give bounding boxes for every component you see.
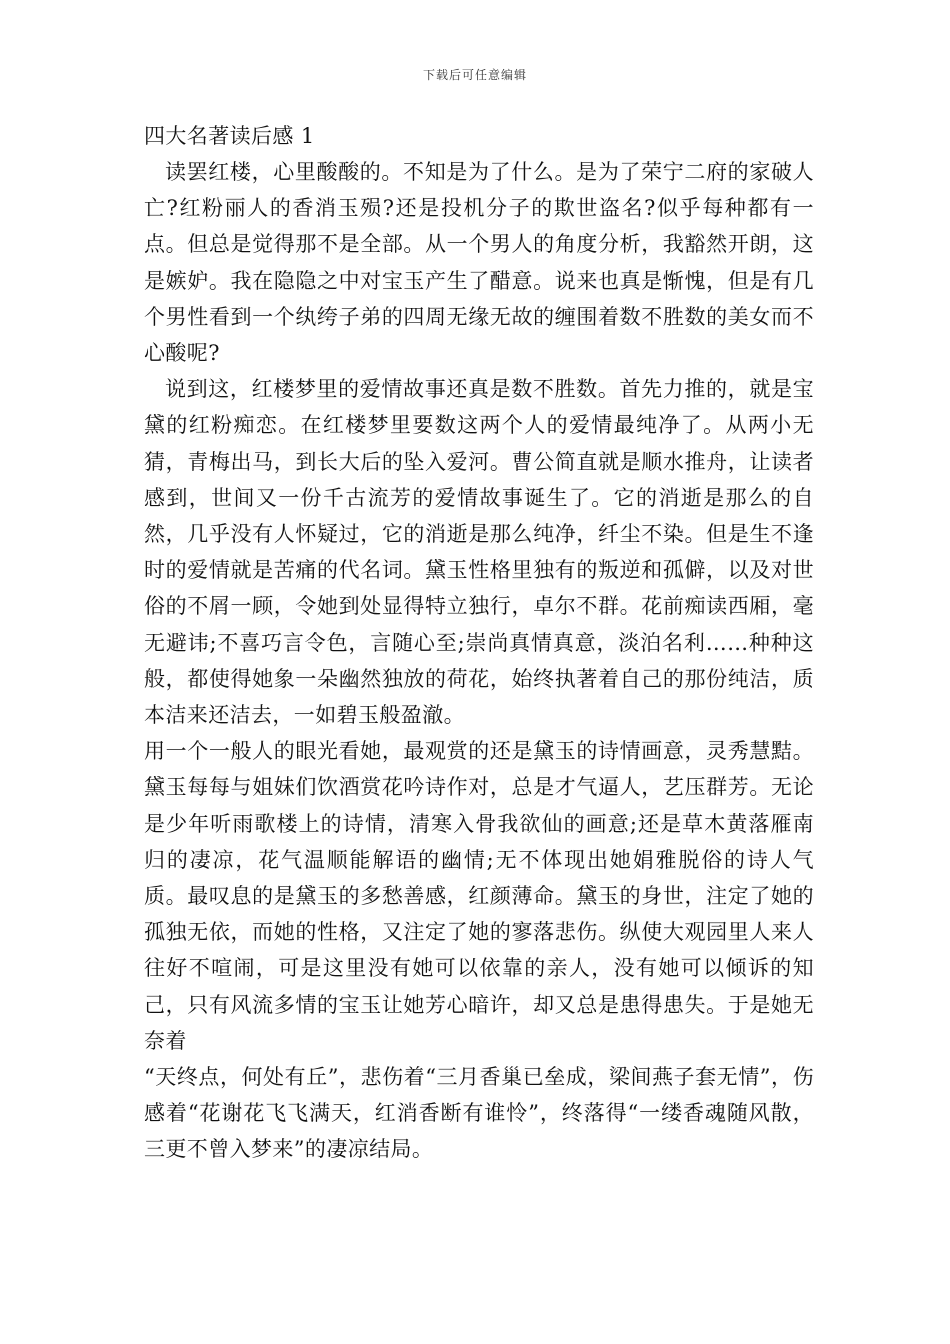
paragraph: 说到这，红楼梦里的爱情故事还真是数不胜数。首先力推的，就是宝黛的红粉痴恋。在红楼梦里要数这两个人的爱情最纯净了。从两小无猜，青梅出马，到长大后的坠入爱河。曹公简直就是顺水推舟，让读者感到，世间又一份千古流芳的爱情故事诞生了。它的消逝是那么的自然，几乎没有人怀疑过，它的消逝是那么纯净，纤尘不染。但是生不逢时的爱情就是苦痛的代名词。黛玉性格里独有的叛逆和孤僻，以及对世俗的不屑一顾，令她到处显得特立独行，卓尔不群。花前痴读西厢，毫无避讳;不喜巧言令色，言随心至;崇尚真情真意，淡泊名利……种种这般，都使得她象一朵幽然独放的荷花，始终执著着自己的那份纯洁，质本洁来还洁去，一如碧玉般盈澈。: [144, 377, 814, 728]
paragraph: 用一个一般人的眼光看她，最观赏的还是黛玉的诗情画意，灵秀慧黠。黛玉每每与姐妹们饮酒赏花吟诗作对，总是才气逼人，艺压群芳。无论是少年听雨歌楼上的诗情，清寒入骨我欲仙的画意;还是草木黄落雁南归的凄凉，花气温顺能解语的幽情;无不体现出她娟雅脱俗的诗人气质。最叹息的是黛玉的多愁善感，红颜薄命。黛玉的身世，注定了她的孤独无依，而她的性格，又注定了她的寥落悲伤。纵使大观园里人来人往好不喧闹，可是这里没有她可以依靠的亲人，没有她可以倾诉的知己，只有风流多情的宝玉让她芳心暗许，却又总是患得患失。于是她无奈着: [144, 739, 814, 1053]
header-note: 下载后可任意编辑: [422, 68, 527, 82]
paragraph: “天终点，何处有丘”，悲伤着“三月香巢已垒成，梁间燕子套无情”，伤感着“花谢花飞飞满天，红消香断有谁怜”，终落得“一缕香魂随风散，三更不曾入梦来”的凄凉结局。: [144, 1065, 814, 1162]
document-title: 四大名著读后感 1: [144, 124, 315, 148]
document-body: [144, 118, 814, 1168]
paragraph: 读罢红楼，心里酸酸的。不知是为了什么。是为了荣宁二府的家破人亡?红粉丽人的香消玉殒?还是投机分子的欺世盗名?似乎每种都有一点。但总是觉得那不是全部。从一个男人的角度分析，我豁然开朗，这是嫉妒。我在隐隐之中对宝玉产生了醋意。说来也真是惭愧，但是有几个男性看到一个纨绔子弟的四周无缘无故的缠围着数不胜数的美女而不心酸呢?: [144, 160, 814, 366]
